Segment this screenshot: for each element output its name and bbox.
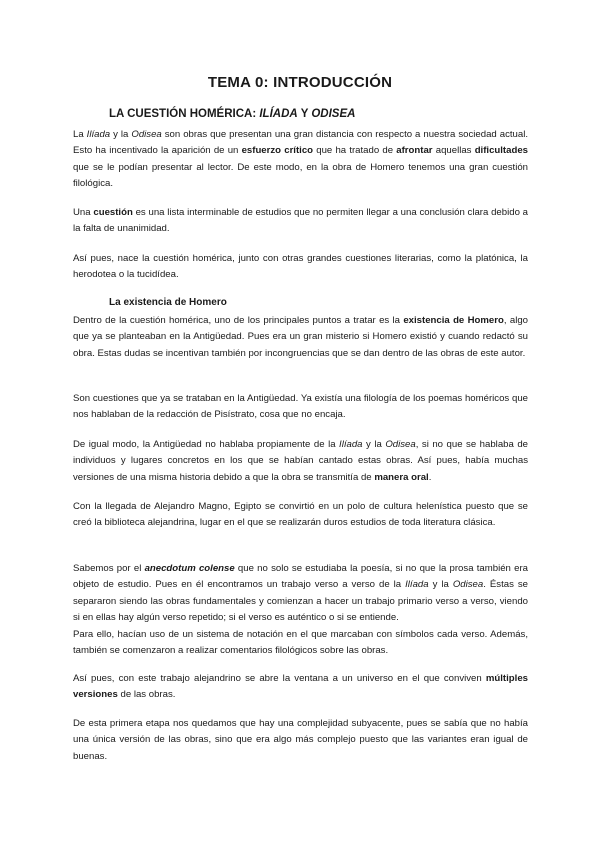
text: y la — [362, 439, 386, 450]
paragraph-4 — [73, 313, 528, 362]
text: que se le podían presentar al lector. De este modo, en la obra de Homero tenemos una gran cuestión filológica. — [73, 161, 528, 190]
text-italic: Ilíada — [339, 439, 363, 450]
text: de las obras. — [117, 689, 176, 701]
text: Una — [73, 207, 94, 218]
text-bold: afrontar — [396, 145, 433, 157]
text-bold: esfuerzo crítico — [241, 145, 314, 157]
text: que no solo se estudiaba la poesía, si no que la prosa también era objeto de estudio. Pues en él encontramos un trabajo verso a verso de la — [73, 563, 528, 591]
text-italic: Ilíada — [86, 129, 111, 140]
text-italic: Odisea — [131, 129, 162, 140]
text: . Éstas se separaron siendo las obras fundamentales y comienzan a hacer un trabajo primario verso a verso, viendo si en ellas hay algún verso repetido; si el verso es auténtico o si se entiende. — [73, 579, 529, 624]
text: La — [73, 129, 87, 140]
text: . — [428, 471, 432, 483]
text: De igual modo, la Antigüedad no hablaba propiamente de la — [73, 439, 340, 450]
text: Sabemos por el — [73, 563, 145, 574]
text: , algo que ya se planteaban en la Antigüedad. Pues era un gran misterio si Homero existió y cuando redactó su obra. Estas dudas se incentivan también por incongruencias que se dan dentro de las obras de este autor. — [73, 315, 528, 359]
paragraph-6 — [73, 437, 528, 486]
paragraph-1 — [73, 127, 528, 193]
heading-iliada: ILÍADA — [259, 108, 298, 120]
subsection-heading-existencia-homero: La existencia de Homero — [109, 297, 227, 308]
text: que ha tratado de — [313, 145, 397, 157]
text: Para ello, hacían uso de un sistema de notación en el que marcaban con símbolos cada verso. Además, también se comenzaron a realizar comentarios filológicos sobre las obras. — [73, 628, 528, 657]
heading-prefix: LA CUESTIÓN HOMÉRICA: — [109, 108, 260, 120]
text-italic: Odisea — [385, 439, 416, 450]
paragraph-2 — [73, 205, 528, 238]
text: y la — [110, 129, 132, 140]
text: es una lista interminable de estudios que no permiten llegar a una conclusión clara debido a la falta de unanimidad. — [73, 207, 529, 235]
text-bold: múltiples versiones — [73, 673, 528, 701]
text-bold: existencia de Homero — [403, 315, 504, 326]
text-italic: Odisea — [452, 579, 484, 591]
text-bold: manera oral — [374, 471, 429, 483]
text-italic: Ilíada — [405, 579, 429, 591]
text: son obras que presentan una gran distancia con respecto a nuestra sociedad actual. Esto ha incentivado la aparición de un — [73, 129, 528, 157]
text: , si no que se hablaba de individuos y lugares concretos en los que se habían cantado estas obras. Así pues, había muchas versiones de una misma historia debido a que la obra se transmitía de — [73, 439, 529, 483]
paragraph-5: Son cuestiones que ya se trataban en la Antigüedad. Ya existía una filología de los poemas homéricos que nos hablaban de la redacción de Pisístrato, cosa que no encaja. — [73, 393, 528, 421]
heading-odisea: ODISEA — [311, 108, 356, 120]
document-title: TEMA 0: INTRODUCCIÓN — [207, 74, 393, 91]
paragraph-9 — [73, 671, 528, 704]
paragraph-8 — [73, 561, 528, 659]
paragraph-7: Con la llegada de Alejandro Magno, Egipto se convirtió en un polo de cultura helenística puesto que se creó la biblioteca alejandrina, lugar en el que se realizarán duros estudios de toda literatura clásica. — [73, 501, 528, 529]
text-bold: cuestión — [93, 207, 133, 218]
section-heading-cuestion-homerica — [109, 108, 355, 120]
text-bold-italic: anecdotum colense — [144, 563, 235, 574]
paragraph-3: Así pues, nace la cuestión homérica, junto con otras grandes cuestiones literarias, como la platónica, la herodotea o la tucidídea. — [73, 253, 528, 281]
text: aquellas — [432, 145, 475, 157]
text-bold: dificultades — [474, 145, 528, 157]
heading-y: Y — [297, 108, 312, 120]
text: y la — [428, 579, 453, 591]
text: Así pues, con este trabajo alejandrino se abre la ventana a un universo en el que conviven — [73, 673, 486, 684]
text: Dentro de la cuestión homérica, uno de los principales puntos a tratar es la — [73, 315, 404, 326]
paragraph-10: De esta primera etapa nos quedamos que hay una complejidad subyacente, pues se sabía que no había una única versión de las obras, sino que era algo más complejo puesto que las variantes eran igual de buenas. — [73, 718, 528, 762]
